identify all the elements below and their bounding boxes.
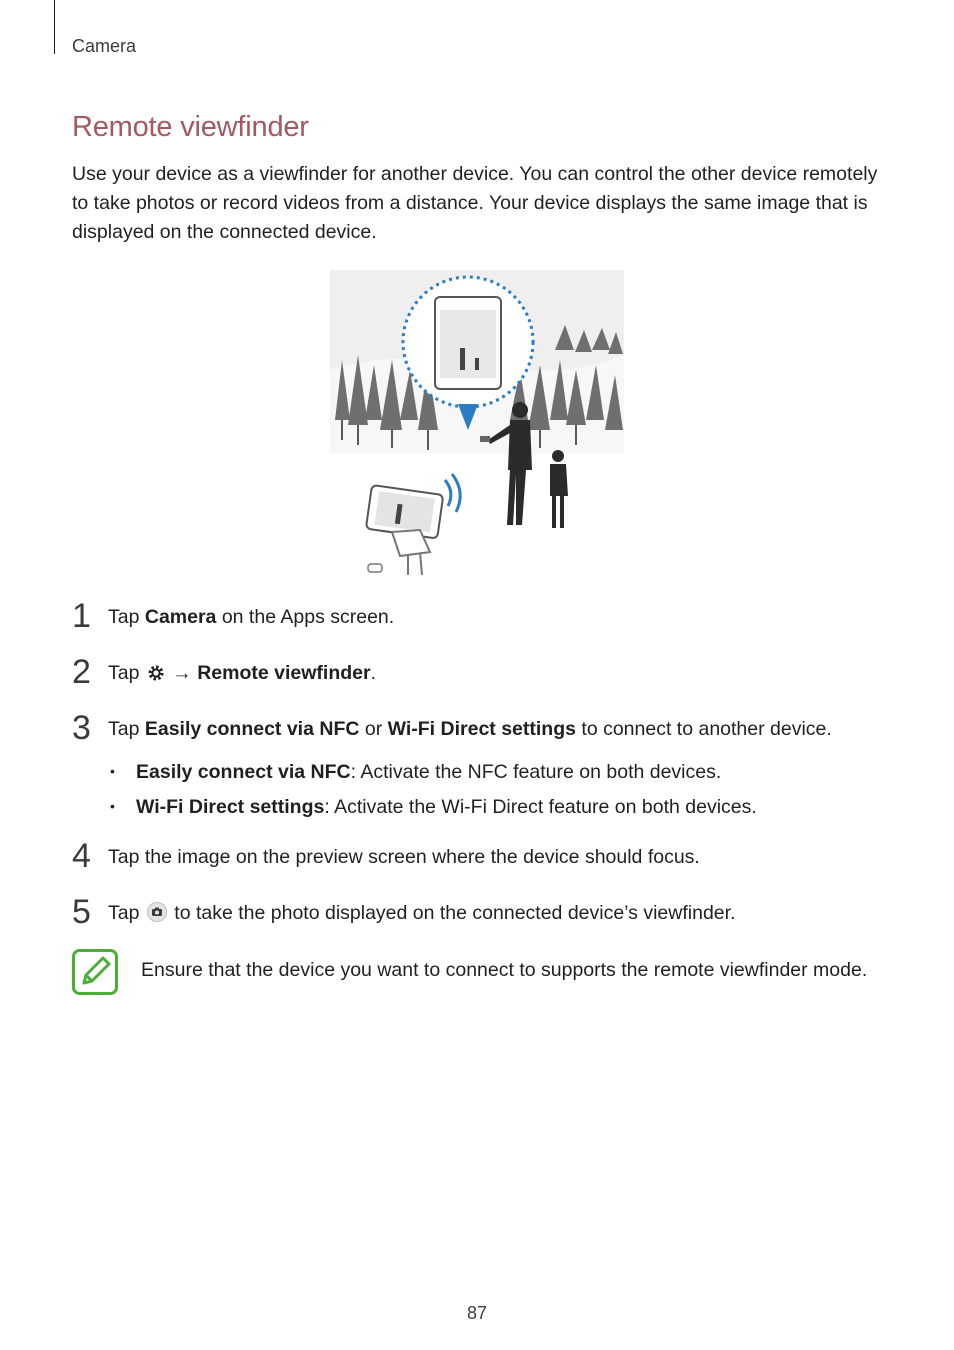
- step-number: 1: [72, 597, 91, 635]
- wifi-direct-option-label: Wi-Fi Direct settings: [387, 718, 576, 740]
- note-pencil-icon: [72, 949, 118, 995]
- camera-app-label: Camera: [144, 606, 217, 628]
- step-3: [72, 710, 912, 750]
- step-text: Tap the image on the preview screen where the device should focus.: [108, 846, 700, 868]
- step-number: 2: [72, 653, 91, 691]
- gear-icon: [147, 664, 165, 682]
- header-rule: [54, 0, 55, 54]
- nfc-option-label: Easily connect via NFC: [144, 718, 360, 740]
- step-5: [72, 894, 912, 934]
- step-number: 3: [72, 709, 91, 747]
- step-4: [72, 838, 912, 878]
- remote-viewfinder-label: Remote viewfinder: [197, 662, 371, 684]
- section-label: Camera: [72, 36, 137, 56]
- remote-viewfinder-illustration: [330, 270, 624, 578]
- step-text: Tap Camera on the Apps screen.: [108, 606, 395, 628]
- bullet-nfc: • Easily connect via NFC: Activate the NFC feature on both devices.: [110, 761, 722, 783]
- camera-icon: [147, 902, 167, 922]
- step-number: 4: [72, 837, 91, 875]
- note-text: Ensure that the device you want to connect to supports the remote viewfinder mode.: [141, 959, 868, 981]
- step-text: Tap Easily connect via NFC or Wi-Fi Direct settings to connect to another device.: [108, 718, 832, 740]
- page-number: 87: [466, 1303, 488, 1323]
- bullet-wifi-direct: • Wi-Fi Direct settings: Activate the Wi-Fi Direct feature on both devices.: [110, 796, 757, 818]
- step-2: [72, 654, 912, 694]
- intro-paragraph: Use your device as a viewfinder for another device. You can control the other device remotely to take photos or record videos from a distance. Your device displays the same image that is displayed on the connected device.: [72, 163, 878, 243]
- page-title: Remote viewfinder: [72, 111, 309, 143]
- step-number: 5: [72, 893, 91, 931]
- step-1: [72, 598, 912, 638]
- step-text: Tap → Remote viewfinder.: [108, 662, 377, 684]
- step-text: Tap to take the photo displayed on the connected device’s viewfinder.: [108, 902, 736, 924]
